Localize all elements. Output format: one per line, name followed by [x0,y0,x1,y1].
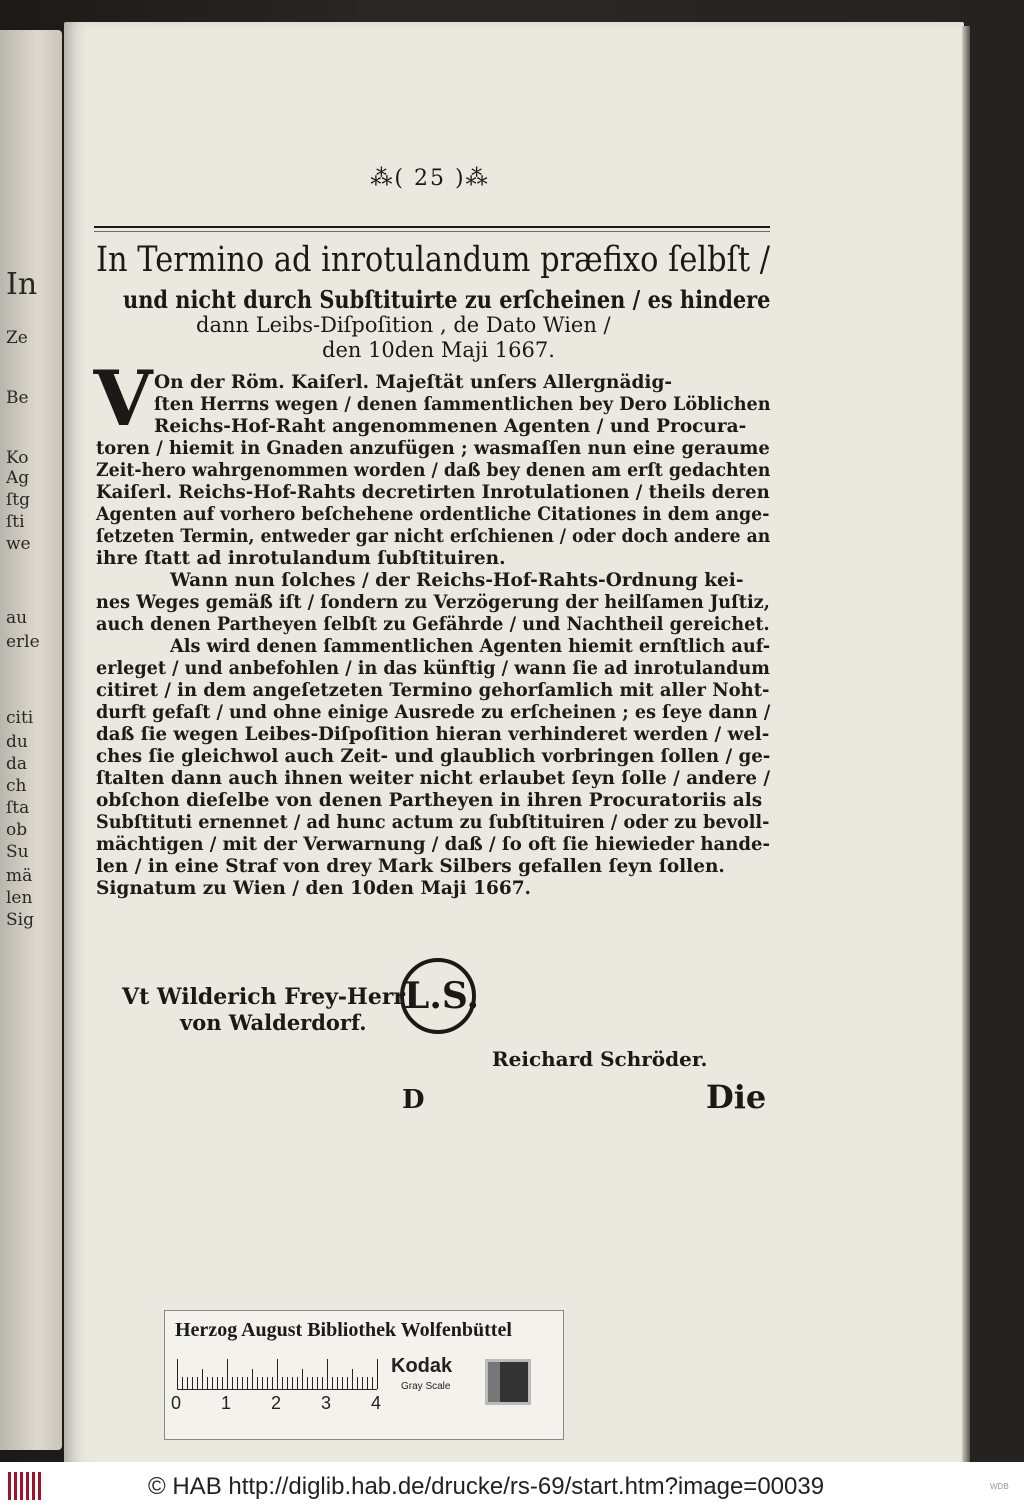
previous-page-fragment: erle [6,632,40,652]
drop-cap: V [93,354,153,443]
seal-ls [400,958,480,1034]
body-line: Wann nun ſolches / der Reichs-Hof-Rahts-Ordnung kei- [170,570,744,591]
previous-page-fragment: Sig [6,910,34,930]
ruler-tick [332,1377,333,1389]
signature-wilderich-line-1: Vt Wilderich Frey-Herr [122,984,406,1010]
ruler-tick [192,1377,193,1389]
previous-page-fragment: citi [6,708,34,728]
previous-page-fragment: we [6,534,31,554]
body-line: ches ſie gleichwol auch Zeit- und glaublich vorbringen ſollen / ge- [96,746,771,767]
library-label-card [164,1310,564,1440]
body-line: Agenten auf vorhero beſchehene ordentliche Citationes in dem ange- [96,504,770,525]
ruler-tick [187,1377,188,1389]
ruler-tick [317,1377,318,1389]
ruler-tick [232,1377,233,1389]
ruler-number: 3 [321,1393,332,1413]
previous-page-fragment: ſta [6,798,30,818]
body-line: len / in eine Straf von drey Mark Silbers gefallen ſeyn ſollen. [96,856,725,877]
signature-schroeder: Reichard Schröder. [492,1047,708,1071]
ruler-tick [202,1369,203,1389]
ruler-tick [377,1359,378,1389]
ruler-tick [227,1359,228,1389]
previous-page-fragment: Be [6,388,29,408]
body-line: Kaiſerl. Reichs-Hof-Rahts decretirten Inrotulationen / theils deren [96,482,770,503]
ruler-tick [177,1359,178,1389]
page-edge-shadow [962,26,970,1466]
kodak-logo: Kodak [391,1355,453,1377]
title-line-3: dann Leibs-Diſpoſition , de Dato Wien / [196,313,611,337]
ruler-tick [282,1377,283,1389]
body-line: Subſtituti ernennet / ad hunc actum zu ſubſtituiren / oder zu bevoll- [96,812,770,833]
ruler-tick [372,1377,373,1389]
ruler-tick [272,1377,273,1389]
ruler-tick [337,1377,338,1389]
gray-scale-label: Gray Scale [401,1381,451,1392]
footer-bar [0,1462,1024,1510]
title-line-2: und nicht durch Subſtituirte zu erſcheinen / es hindere [123,285,771,314]
previous-page-fragment: Ko [6,448,29,468]
scale-ruler [177,1351,377,1390]
body-line: durft gefaſt / und ohne einige Ausrede zu erſcheinen ; es ſeye dann / [96,702,771,723]
ruler-tick [367,1377,368,1389]
previous-page-fragment: du [6,732,28,752]
body-line: Reichs-Hof-Raht angenommenen Agenten / und Procura- [154,416,747,437]
ruler-tick [312,1377,313,1389]
previous-page-fragment: da [6,754,28,774]
ruler-tick [242,1377,243,1389]
previous-page-fragment: In [6,267,38,302]
previous-page-fragment: ob [6,820,28,840]
ruler-tick [207,1377,208,1389]
title-line-4: den 10den Maji 1667. [322,338,555,362]
ruler-tick [327,1359,328,1389]
ruler-tick [267,1377,268,1389]
body-line: ſten Herrns wegen / denen ſammentlichen bey Dero Löblichen [154,394,771,415]
previous-page-fragment: Ze [6,328,28,348]
signature-mark: D [402,1085,425,1115]
ruler-tick [322,1377,323,1389]
ruler-tick [252,1369,253,1389]
signature-wilderich-line-2: von Walderdorf. [180,1010,367,1035]
ruler-tick [262,1377,263,1389]
body-line: ihre ſtatt ad inrotulandum ſubſtituiren. [96,548,506,569]
ruler-tick [247,1377,248,1389]
ruler-tick [287,1377,288,1389]
ruler-tick [357,1377,358,1389]
ruler-tick [347,1377,348,1389]
ruler-tick [297,1377,298,1389]
ruler-tick [307,1377,308,1389]
previous-page-fragment: ſti [6,512,25,532]
body-line: mächtigen / mit der Verwarnung / daß / ſo oft ſie hiewieder hande- [96,834,770,855]
body-line: ſtalten dann auch ihnen weiter nicht erlaubet ſeyn ſolle / andere / [96,768,771,789]
ruler-tick [222,1377,223,1389]
previous-page-fragment: ch [6,776,27,796]
body-line: citiret / in dem angeſetzeten Termino gehorſamlich mit aller Noht- [96,680,770,701]
ruler-tick [197,1377,198,1389]
catchword: Die [706,1078,767,1116]
previous-page-fragment: mä [6,866,33,886]
previous-page-fragment: ſtg [6,490,31,510]
previous-page-edge [0,30,62,1450]
title-line-1: In Termino ad inrotulandum præfixo ſelbſt / [96,240,771,280]
body-line: ſetzeten Termin, entweder gar nicht erſchienen / oder doch andere an [96,526,771,547]
ruler-number: 0 [171,1393,182,1413]
body-line: auch denen Partheyen ſelbſt zu Gefährde / und Nachtheil gereichet. [96,614,770,635]
ruler-tick [352,1369,353,1389]
ruler-tick [362,1377,363,1389]
ruler-tick [277,1359,278,1389]
body-line: On der Röm. Kaiſerl. Majeſtät unſers Allergnädig- [154,372,673,393]
ruler-number: 4 [371,1393,382,1413]
body-line: erleget / und anbefohlen / in das künftig / wann ſie ad inrotulandum [96,658,770,679]
body-line: toren / hiemit in Gnaden anzufügen ; wasmaſſen nun eine geraume [96,438,770,459]
ruler-number: 1 [221,1393,232,1413]
page-number: ⁂( 25 )⁂ [370,166,490,191]
footer-mark: WDB [990,1482,1009,1491]
previous-page-fragment: Ag [6,468,30,488]
ruler-tick [342,1377,343,1389]
ruler-tick [217,1377,218,1389]
previous-page-fragment: au [6,608,28,628]
body-line: Als wird denen ſammentlichen Agenten hiemit ernſtlich auf- [170,636,771,657]
body-line: obſchon dieſelbe von denen Partheyen in ihren Procuratoriis als [96,790,763,811]
body-line: nes Weges gemäß iſt / ſondern zu Verzögerung der heilſamen Juſtiz, [96,592,770,613]
previous-page-fragment: len [6,888,33,908]
ruler-number: 2 [271,1393,282,1413]
ruler-tick [182,1377,183,1389]
body-line: Signatum zu Wien / den 10den Maji 1667. [96,878,532,899]
ruler-tick [292,1377,293,1389]
copyright-link[interactable]: © HAB http://diglib.hab.de/drucke/rs-69/start.htm?image=00039 [148,1473,825,1500]
ruler-tick [237,1377,238,1389]
gray-swatch [485,1359,531,1405]
library-name: Herzog August Bibliothek Wolfenbüttel [175,1319,512,1341]
seal-text: L.S. [404,975,480,1017]
previous-page-fragment: Su [6,842,29,862]
hab-logo-icon [8,1472,42,1500]
ruler-tick [257,1377,258,1389]
header-rule [94,226,770,228]
ruler-tick [302,1369,303,1389]
body-line: Zeit-hero wahrgenommen worden / daß bey denen am erſt gedachten [96,460,771,481]
body-line: daß ſie wegen Leibes-Diſpoſition hieran verhinderet werden / wel- [96,724,770,745]
ruler-tick [212,1377,213,1389]
header-rule-thin [94,231,770,232]
